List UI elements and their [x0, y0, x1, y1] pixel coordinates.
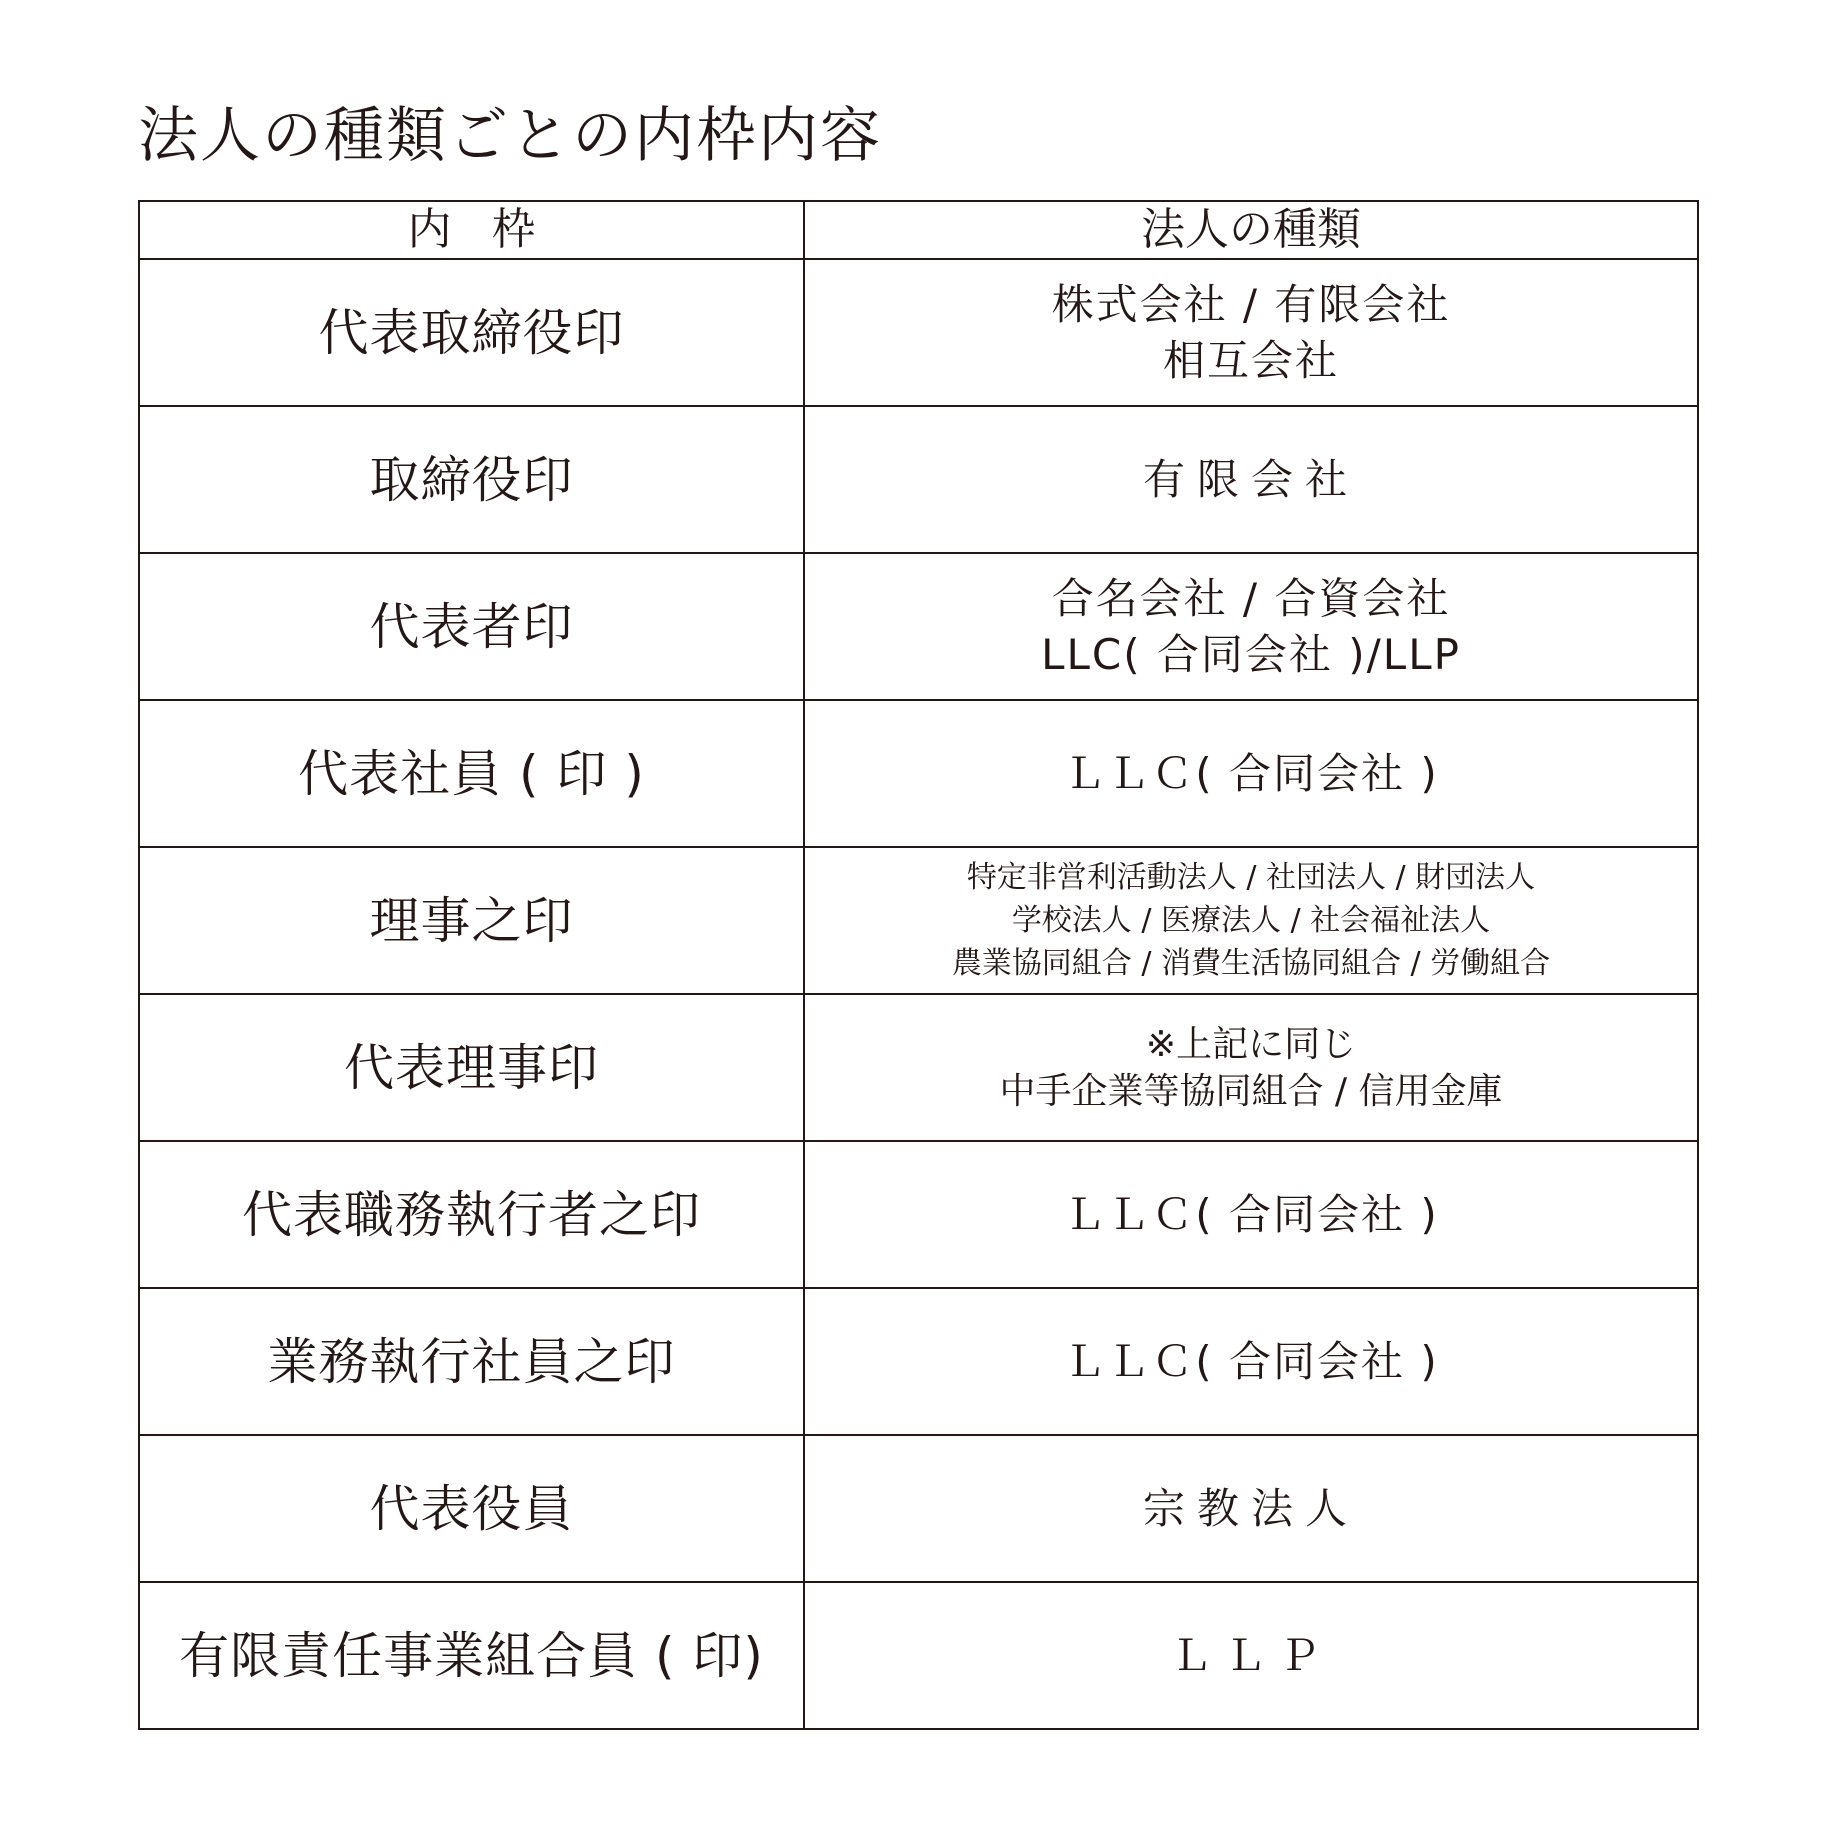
header-inner-frame: [139, 201, 804, 259]
corporation-type-line: 有限会社: [1142, 454, 1359, 504]
inner-frame-cell: 代表役員: [139, 1435, 804, 1582]
header-corporation-type: 法人の種類: [804, 201, 1698, 259]
corporation-type-line: ＬＬＣ( 合同会社 ): [1063, 1189, 1439, 1239]
corporation-type-line: 学校法人 / 医療法人 / 社会福祉法人: [1011, 903, 1491, 938]
corporation-type-cell: [804, 994, 1698, 1141]
table-row: [139, 994, 1698, 1141]
header-inner-frame-label: 内枠: [407, 204, 576, 255]
table-row: [139, 553, 1698, 700]
table-row: [139, 700, 1698, 847]
inner-frame-cell: 代表社員 ( 印 ): [139, 700, 804, 847]
corporation-type-line: 農業協同組合 / 消費生活協同組合 / 労働組合: [951, 946, 1551, 981]
corporation-type-line: LLC( 合同会社 )/LLP: [1041, 629, 1461, 679]
corporation-type-line: ＬＬＣ( 合同会社 ): [1063, 1336, 1439, 1386]
table-row: [139, 1435, 1698, 1582]
table-row: [139, 847, 1698, 994]
page-title: 法人の種類ごとの内枠内容: [138, 101, 882, 171]
corporation-type-cell: [804, 1288, 1698, 1435]
inner-frame-cell: 取締役印: [139, 406, 804, 553]
corporation-type-cell: [804, 1435, 1698, 1582]
inner-frame-cell: 理事之印: [139, 847, 804, 994]
corporation-type-line: 中手企業等協同組合 / 信用金庫: [999, 1070, 1503, 1112]
inner-frame-cell: 有限責任事業組合員 ( 印): [139, 1582, 804, 1729]
corporation-type-line: 相互会社: [1162, 335, 1339, 385]
corporation-type-cell: [804, 259, 1698, 406]
table-row: [139, 406, 1698, 553]
inner-frame-cell: 代表職務執行者之印: [139, 1141, 804, 1288]
inner-frame-cell: 代表理事印: [139, 994, 804, 1141]
table-row: [139, 1141, 1698, 1288]
table-row: [139, 259, 1698, 406]
corporation-type-line: ＬＬＰ: [1169, 1630, 1332, 1680]
seal-inner-frame-table: [138, 200, 1699, 1730]
corporation-type-line: 特定非営利活動法人 / 社団法人 / 財団法人: [966, 860, 1536, 895]
corporation-type-line: 合名会社 / 合資会社: [1051, 573, 1451, 623]
corporation-type-line: ＬＬＣ( 合同会社 ): [1063, 748, 1439, 798]
table-row: [139, 1288, 1698, 1435]
table-header-row: [139, 201, 1698, 259]
corporation-type-cell: [804, 847, 1698, 994]
corporation-type-cell: [804, 406, 1698, 553]
inner-frame-cell: 業務執行社員之印: [139, 1288, 804, 1435]
table-row: [139, 1582, 1698, 1729]
corporation-type-line: ※上記に同じ: [1145, 1023, 1357, 1065]
corporation-type-line: 株式会社 / 有限会社: [1051, 279, 1451, 329]
corporation-type-cell: [804, 1141, 1698, 1288]
corporation-type-cell: [804, 1582, 1698, 1729]
corporation-type-line: 宗教法人: [1142, 1483, 1359, 1533]
corporation-type-cell: [804, 553, 1698, 700]
inner-frame-cell: 代表取締役印: [139, 259, 804, 406]
inner-frame-cell: 代表者印: [139, 553, 804, 700]
corporation-type-cell: [804, 700, 1698, 847]
